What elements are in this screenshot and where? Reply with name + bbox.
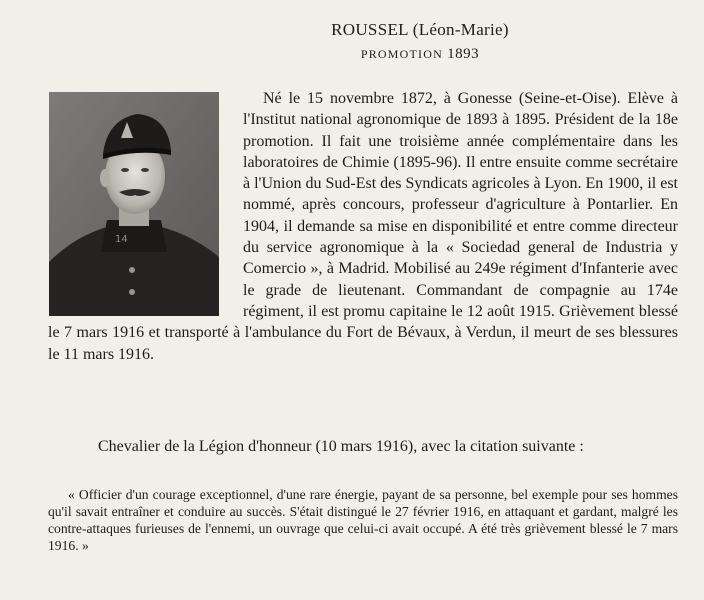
portrait-spacer: [48, 88, 243, 321]
person-name-heading: ROUSSEL (Léon-Marie): [331, 20, 509, 39]
svg-text:14: 14: [115, 234, 128, 245]
biography-text: Né le 15 novembre 1872, à Gonesse (Seine-et-Oise). Elève à l'Institut national agronomique de 1893 à 1895. Président de la 18e promotion. Il fait une troisième année complémentaire dans les laboratoires de Chimie (1895-96). Il entre ensuite comme secrétaire à l'Union du Sud-Est des Syndicats agricoles à Lyon. En 1900, il est nommé, après concours, professeur d'agriculture à Pontarlier. En 1904, il demande sa mise en disponibilité et entre comme directeur du service agronomique à la « Sociedad general de Industria y Comercio », à Madrid. Mobilisé au 249e régiment d'Infanterie avec le grade de lieutenant. Commandant de compagnie au 174e régiment, il est promu capitaine le 12 août 1915. Grièvement blessé le 7 mars 1916 et transporté à l'ambulance du Fort de Bévaux, à Verdun, il meurt de ses blessures le 11 mars 1916.: [48, 90, 678, 363]
decoration-text: Chevalier de la Légion d'honneur (10 mars 1916), avec la citation suivante :: [98, 438, 584, 455]
promotion-year: 1893: [447, 46, 480, 62]
citation-text: « Officier d'un courage exceptionnel, d'une rare énergie, payant de sa personne, bel exemple pour ses hommes qu'il savait entraîner et conduire au succès. S'était distingué le 27 février 1916, en attaquant et gardant, malgré les contre-attaques furieuses de l'ennemi, un ouvrage que celui-ci avait occupé. A été très grièvement blessé le 7 mars 1916. »: [48, 487, 678, 553]
decoration-paragraph: [48, 436, 678, 457]
citation-quote: [48, 486, 678, 554]
promotion-subheading: [180, 46, 660, 63]
promotion-label: PROMOTION: [360, 47, 443, 61]
biography-paragraph: [48, 88, 678, 365]
